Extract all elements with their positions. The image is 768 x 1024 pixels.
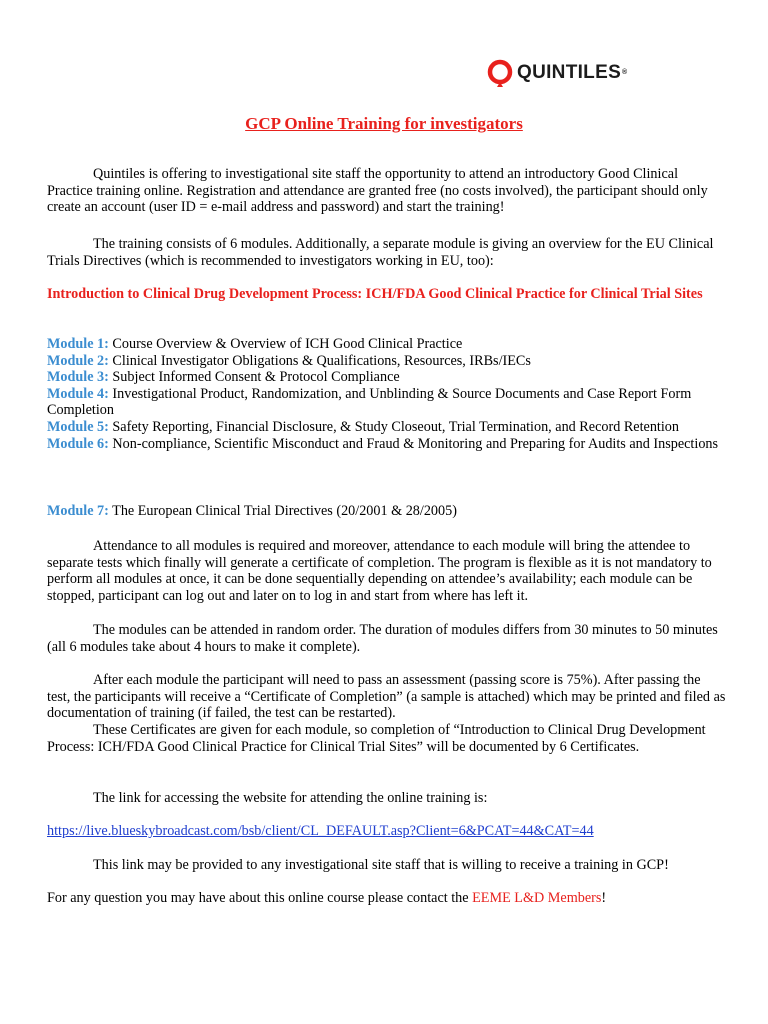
page-title: GCP Online Training for investigators	[245, 114, 523, 133]
assessment-paragraph: After each module the participant will need to pass an assessment (passing score is 75%). After passing the test, the participants will receive a “Certificate of Completion” (a sample is attached) which may be printed and filed as documentation of training (if failed, the test can be restarted).	[47, 672, 726, 722]
quintiles-ring-icon	[486, 58, 514, 88]
module-item	[47, 419, 727, 436]
module-item	[47, 336, 727, 353]
course-heading: Introduction to Clinical Drug Development Process: ICH/FDA Good Clinical Practice for Clinical Trial Sites	[47, 286, 703, 302]
module-label: Module 5:	[47, 418, 109, 435]
module-text: Investigational Product, Randomization, and Unblinding & Source Documents and Case Report Form Completion	[47, 385, 692, 419]
contact-members: EEME L&D Members	[472, 890, 602, 906]
link-intro-paragraph: The link for accessing the website for attending the online training is:	[93, 790, 488, 806]
module-label: Module 7:	[47, 503, 109, 519]
training-link[interactable]: https://live.blueskybroadcast.com/bsb/client/CL_DEFAULT.asp?Client=6&PCAT=44&CAT=44	[47, 823, 594, 839]
module-label: Module 6:	[47, 435, 109, 452]
training-paragraph: The training consists of 6 modules. Additionally, a separate module is giving an overview for the EU Clinical Trials Directives (which is recommended to investigators working in EU, too):	[47, 236, 714, 269]
module-label: Module 2:	[47, 352, 109, 369]
module-text: The European Clinical Trial Directives (20/2001 & 28/2005)	[108, 503, 457, 519]
module-text: Safety Reporting, Financial Disclosure, & Study Closeout, Trial Termination, and Record Retention	[108, 418, 679, 435]
training-link-paragraph	[47, 823, 727, 840]
quintiles-logo	[486, 58, 628, 88]
logo-text: QUINTILES®	[517, 61, 628, 83]
module-7-item	[47, 503, 727, 520]
contact-text: For any question you may have about this online course please contact the	[47, 890, 473, 906]
attendance-paragraph: Attendance to all modules is required and moreover, attendance to each module will bring the attendee to separate tests which finally will generate a certificate of completion. The program is flexible as it is not mandatory to perform all modules at once, it can be done sequentially depending on attendee’s availability; each module can be stopped, participant can log out and later on to log in and start from where has left it.	[47, 538, 712, 604]
module-item	[47, 353, 727, 370]
contact-paragraph	[47, 890, 727, 907]
module-label: Module 3:	[47, 369, 109, 386]
intro-paragraph: Quintiles is offering to investigational site staff the opportunity to attend an introductory Good Clinical Practice training online. Registration and attendance are granted free (no costs involved), the participant should only create an account (user ID = e-mail address and password) and start the training!	[47, 166, 708, 216]
module-item	[47, 369, 727, 386]
certificates-paragraph: These Certificates are given for each module, so completion of “Introduction to Clinical Drug Development Process: ICH/FDA Good Clinical Practice for Clinical Trial Sites” will be documented by 6 Certificates.	[47, 722, 706, 755]
module-label: Module 4:	[47, 385, 109, 402]
module-item	[47, 386, 727, 419]
provided-paragraph: This link may be provided to any investigational site staff that is willing to receive a training in GCP!	[93, 857, 669, 873]
module-text: Non-compliance, Scientific Misconduct and Fraud & Monitoring and Preparing for Audits and Inspections	[108, 435, 719, 452]
module-list	[47, 336, 727, 452]
module-item	[47, 436, 727, 453]
module-label: Module 1:	[47, 336, 109, 352]
module-text: Subject Informed Consent & Protocol Compliance	[108, 369, 400, 386]
module-text: Course Overview & Overview of ICH Good Clinical Practice	[108, 336, 463, 352]
order-paragraph: The modules can be attended in random order. The duration of modules differs from 30 minutes to 50 minutes (all 6 modules take about 4 hours to make it complete).	[47, 622, 718, 655]
contact-end: !	[601, 890, 607, 906]
module-text: Clinical Investigator Obligations & Qualifications, Resources, IRBs/IECs	[108, 352, 531, 369]
